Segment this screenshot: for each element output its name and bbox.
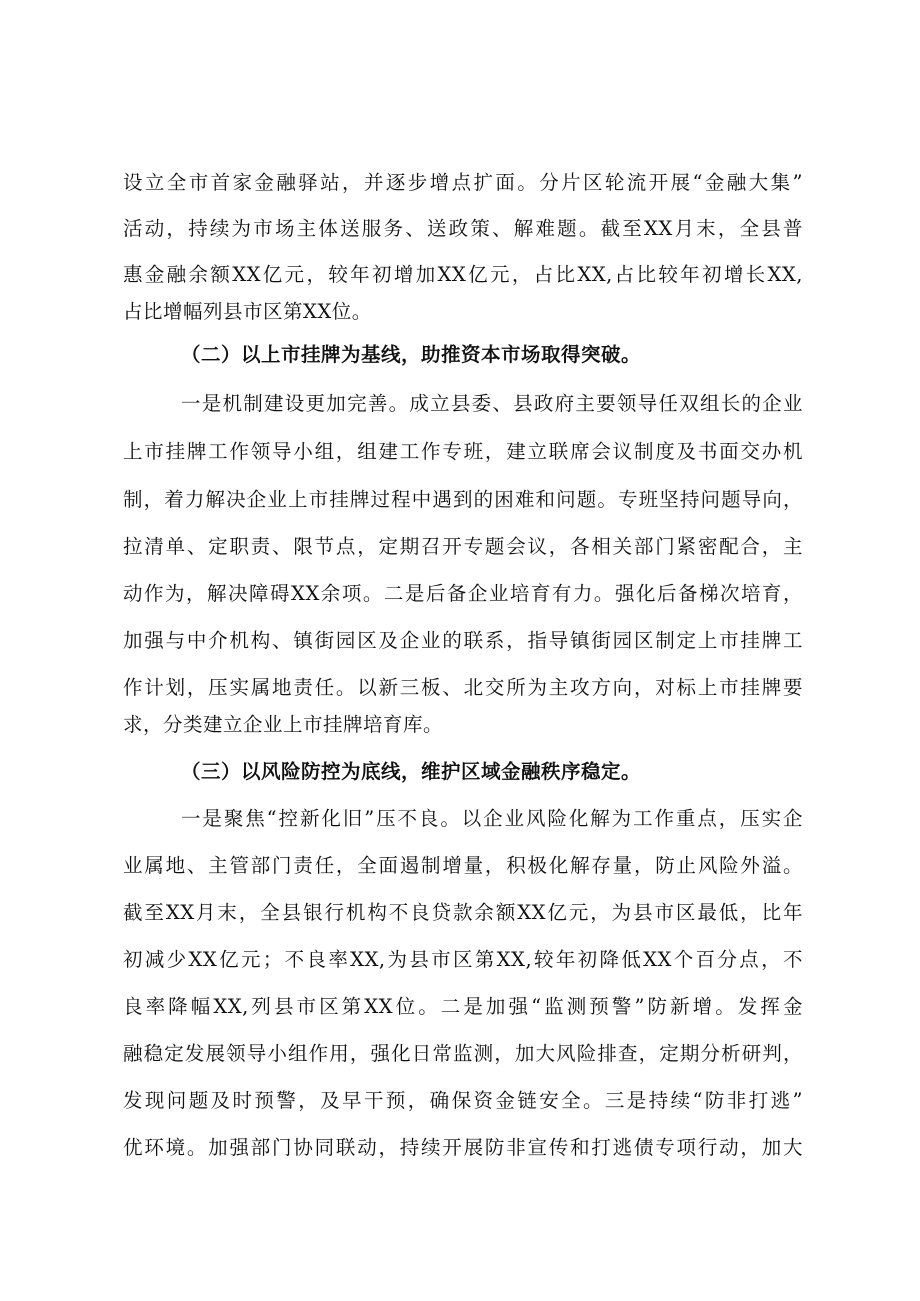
paragraph-line: 发现问题及时预警，及早干预，确保资金链安全。三是持续“防非打逃” <box>123 1089 803 1112</box>
paragraph-line: 惠金融余额XX亿元，较年初增加XX亿元，占比XX,占比较年初增长XX, <box>123 263 803 286</box>
paragraph-line: 拉清单、定职责、限节点，定期召开专题会议，各相关部门紧密配合，主 <box>123 535 803 558</box>
paragraph-line: 业属地、主管部门责任，全面遏制增量，积极化解存量，防止风险外溢。 <box>123 854 803 877</box>
paragraph-line: 融稳定发展领导小组作用，强化日常监测，加大风险排查，定期分析研判， <box>123 1042 803 1065</box>
paragraph-line: 求，分类建立企业上市挂牌培育库。 <box>123 713 444 736</box>
paragraph-line: 一是机制建设更加完善。成立县委、县政府主要领导任双组长的企业 <box>181 392 803 415</box>
paragraph-line: 良率降幅XX,列县市区第XX位。二是加强“监测预警”防新增。发挥金 <box>123 995 803 1018</box>
paragraph-line: 截至XX月末，全县银行机构不良贷款余额XX亿元，为县市区最低，比年 <box>123 901 803 924</box>
paragraph-line: 上市挂牌工作领导小组，组建工作专班，建立联席会议制度及书面交办机 <box>123 440 803 463</box>
paragraph-line: 作计划，压实属地责任。以新三板、北交所为主攻方向，对标上市挂牌要 <box>123 676 803 699</box>
paragraph-line: 设立全市首家金融驿站，并逐步增点扩面。分片区轮流开展“金融大集” <box>123 171 803 194</box>
paragraph-line: 加强与中介机构、镇街园区及企业的联系，指导镇街园区制定上市挂牌工 <box>123 629 803 652</box>
paragraph-line: 制，着力解决企业上市挂牌过程中遇到的困难和问题。专班坚持问题导向， <box>123 488 803 511</box>
paragraph-line: 优环境。加强部门协同联动，持续开展防非宣传和打逃债专项行动，加大 <box>123 1136 803 1159</box>
paragraph-line: 一是聚焦“控新化旧”压不良。以企业风险化解为工作重点，压实企 <box>181 807 803 830</box>
paragraph-line: 动作为，解决障碍XX余项。二是后备企业培育有力。强化后备梯次培育， <box>123 582 803 605</box>
section-heading: （二）以上市挂牌为基线，助推资本市场取得突破。 <box>181 343 642 366</box>
paragraph-line: 活动，持续为市场主体送服务、送政策、解难题。截至XX月末，全县普 <box>123 217 803 240</box>
section-heading: （三）以风险防控为底线，维护区域金融秩序稳定。 <box>181 760 642 783</box>
paragraph-line: 占比增幅列县市区第XX位。 <box>123 300 372 323</box>
paragraph-line: 初减少XX亿元；不良率XX,为县市区第XX,较年初降低XX个百分点，不 <box>123 948 803 971</box>
